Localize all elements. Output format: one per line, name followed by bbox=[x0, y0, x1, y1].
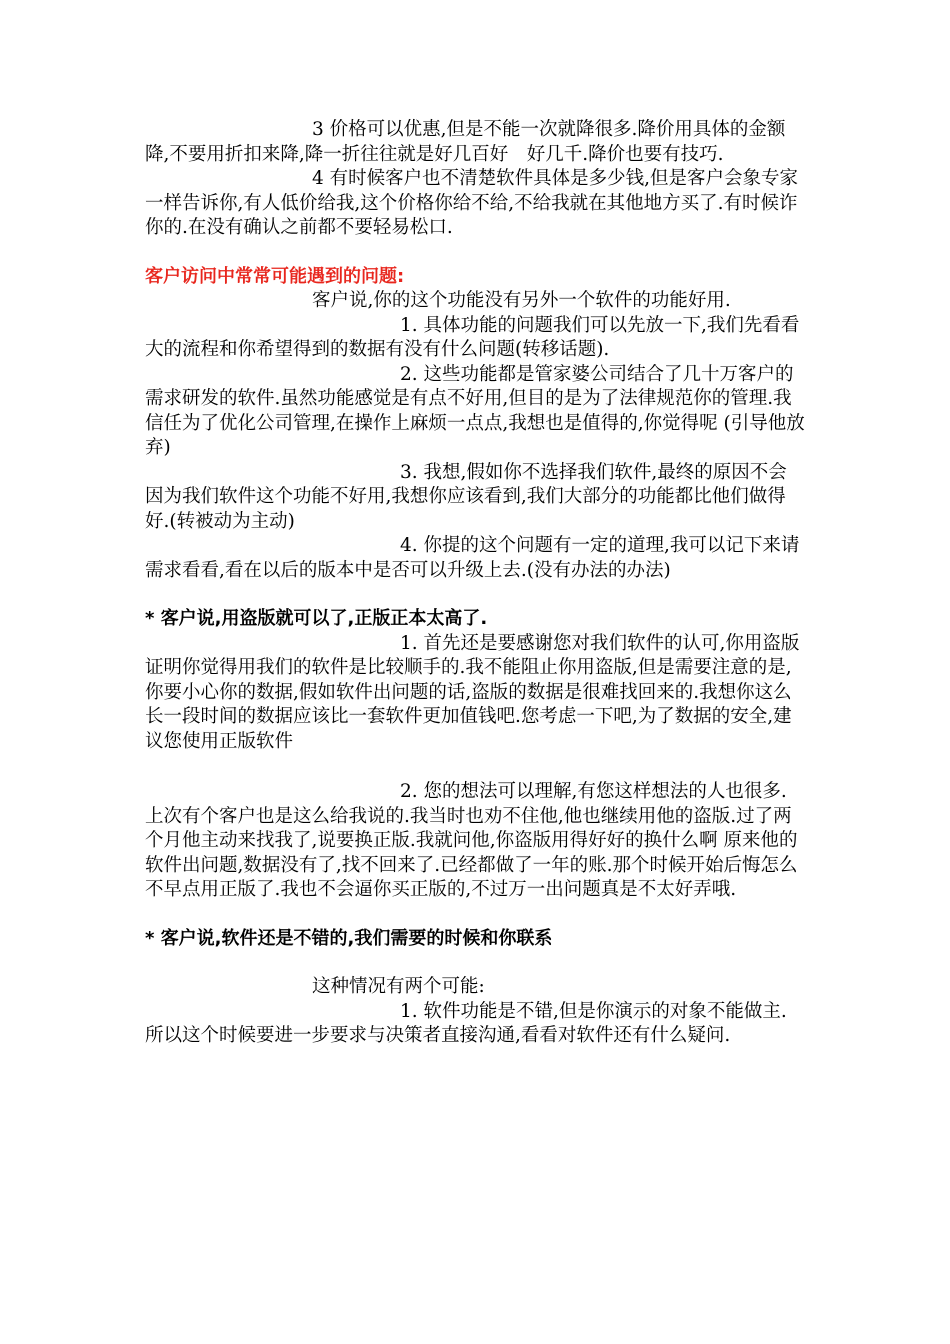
spacer bbox=[145, 241, 805, 265]
spacer bbox=[145, 754, 805, 780]
spacer bbox=[145, 583, 805, 607]
list-item-2-guide-abandon: 2. 这些功能都是管家婆公司结合了几十万客户的需求研发的软件.虽然功能感觉是有点不好用,但目的是为了法律规范你的管理.我信任为了优化公司管理,在操作上麻烦一点点,我想也是值得的,你觉得呢 (引导他放弃) bbox=[145, 363, 805, 458]
section-heading-piracy: * 客户说,用盗版就可以了,正版正本太高了. bbox=[145, 608, 488, 629]
spacer bbox=[145, 951, 805, 975]
section-heading-contact-later: * 客户说,软件还是不错的,我们需要的时候和你联系 bbox=[145, 927, 553, 949]
paragraph-customer-bluff: 4 有时候客户也不清楚软件具体是多少钱,但是客户会象专家一样告诉你,有人低价给我,这个价格你给不给,不给我就在其他地方买了.有时候诈你的.在没有确认之前都不要轻易松口. bbox=[145, 168, 799, 238]
paragraph-two-possibilities: 这种情况有两个可能: bbox=[312, 976, 485, 997]
list-item-1-decision-maker: 1. 软件功能是不错,但是你演示的对象不能做主.所以这个时候要进一步要求与决策者直接沟通,看看对软件还有什么疑问. bbox=[145, 1000, 787, 1046]
paragraph-price-discount: 3 价格可以优惠,但是不能一次就降很多.降价用具体的金额降,不要用折扣来降,降一折往往就是好几百好 好几千.降价也要有技巧. bbox=[145, 119, 786, 165]
document-body bbox=[145, 118, 805, 1049]
list-item-1-data-safety: 1. 首先还是要感谢您对我们软件的认可,你用盗版证明你觉得用我们的软件是比较顺手的.我不能阻止你用盗版,但是需要注意的是,你要小心你的数据,假如软件出问题的话,盗版的数据是很难找回来的.我想你这么长一段时间的数据应该比一套软件更加值钱吧.您考虑一下吧,为了数据的安全,建议您使用正版软件 bbox=[145, 632, 800, 752]
list-item-2-customer-story: 2. 您的想法可以理解,有您这样想法的人也很多.上次有个客户也是这么给我说的.我当时也劝不住他,他也继续用他的盗版.过了两个月他主动来找我了,说要换正版.我就问他,你盗版用得好好的换什么啊 原来他的软件出问题,数据没有了,找不回来了.已经都做了一年的账.那个时候开始后悔怎么不早点用正版了.我也不会逼你买正版的,不过万一出问题真是不太好弄哦. bbox=[145, 781, 798, 900]
list-item-1-shift-topic: 1. 具体功能的问题我们可以先放一下,我们先看看大的流程和你希望得到的数据有没有什么问题(转移话题). bbox=[145, 314, 800, 360]
spacer bbox=[145, 903, 805, 927]
section-heading-common-questions: 客户访问中常常可能遇到的问题: bbox=[145, 265, 405, 287]
paragraph-function-comparison: 客户说,你的这个功能没有另外一个软件的功能好用. bbox=[312, 290, 731, 311]
list-item-4-record-request: 4. 你提的这个问题有一定的道理,我可以记下来请需求看看,看在以后的版本中是否可以升级上去.(没有办法的办法) bbox=[145, 535, 800, 581]
list-item-3-passive-to-active: 3. 我想,假如你不选择我们软件,最终的原因不会因为我们软件这个功能不好用,我想你应该看到,我们大部分的功能都比他们做得好.(转被动为主动) bbox=[145, 461, 787, 532]
